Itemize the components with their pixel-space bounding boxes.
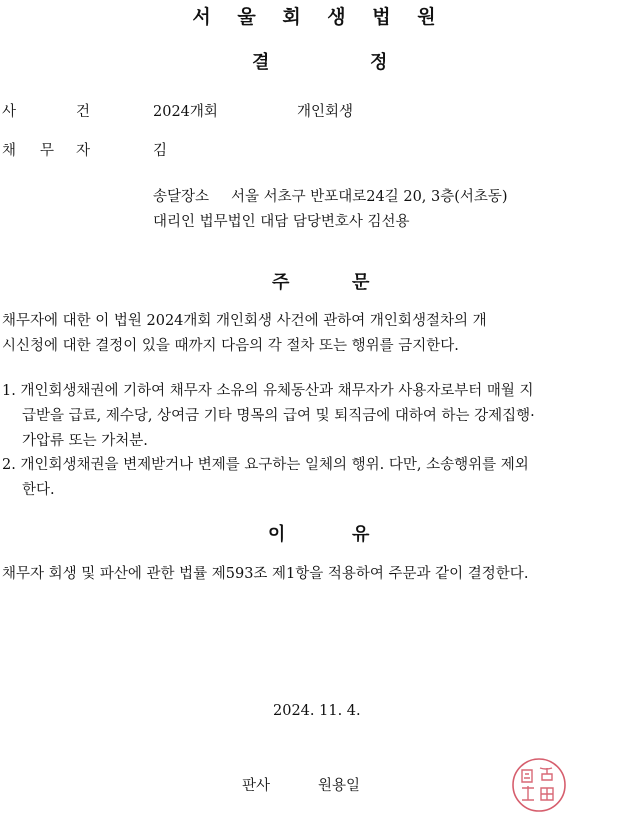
doc-type-right: 정 — [370, 52, 388, 73]
address-label: 송달장소 — [153, 189, 210, 205]
doc-type-left: 결 — [252, 52, 270, 73]
order-intro-line-1: 채무자에 대한 이 법원 2024개회 개인회생 사건에 관하여 개인회생절차의 개 — [2, 313, 487, 329]
order-item-1-line-3: 가압류 또는 가처분. — [22, 433, 148, 449]
order-intro-line-2: 시신청에 대한 결정이 있을 때까지 다음의 각 절차 또는 행위를 금지한다. — [2, 338, 459, 354]
order-heading-right: 문 — [352, 272, 370, 293]
debtor-name: 김 — [153, 143, 168, 159]
decision-date: 2024. 11. 4. — [273, 703, 361, 719]
judge-name: 원용일 — [318, 778, 361, 794]
court-name: 서 울 회 생 법 원 — [192, 6, 446, 28]
order-item-1-line-1: 1. 개인회생채권에 기하여 채무자 소유의 유체동산과 채무자가 사용자로부터 매월 지 — [2, 383, 534, 399]
reason-heading-left: 이 — [268, 524, 286, 545]
address-value: 서울 서초구 반포대로24길 20, 3층(서초동) — [231, 189, 508, 205]
debtor-label-1: 채 — [2, 143, 17, 159]
reason-text: 채무자 회생 및 파산에 관한 법률 제593조 제1항을 적용하여 주문과 같이 결정한다. — [2, 566, 529, 582]
case-label-2: 건 — [76, 104, 91, 120]
order-item-2-line-2: 한다. — [22, 482, 55, 498]
order-item-1-line-2: 급받을 급료, 제수당, 상여금 기타 명목의 급여 및 퇴직금에 대하여 하는 강제집행· — [22, 408, 535, 424]
case-number: 2024개회 — [153, 104, 218, 120]
court-seal-icon — [510, 756, 568, 814]
agent-info: 대리인 법무법인 대담 담당변호사 김선용 — [153, 214, 410, 230]
case-label: 사 — [2, 104, 17, 120]
debtor-label-3: 자 — [76, 143, 91, 159]
reason-heading-right: 유 — [352, 524, 370, 545]
case-type: 개인회생 — [297, 104, 354, 120]
order-heading-left: 주 — [272, 272, 290, 293]
debtor-label-2: 무 — [40, 143, 55, 159]
judge-title: 판사 — [242, 778, 271, 794]
order-item-2-line-1: 2. 개인회생채권을 변제받거나 변제를 요구하는 일체의 행위. 다만, 소송행위를 제외 — [2, 457, 529, 473]
